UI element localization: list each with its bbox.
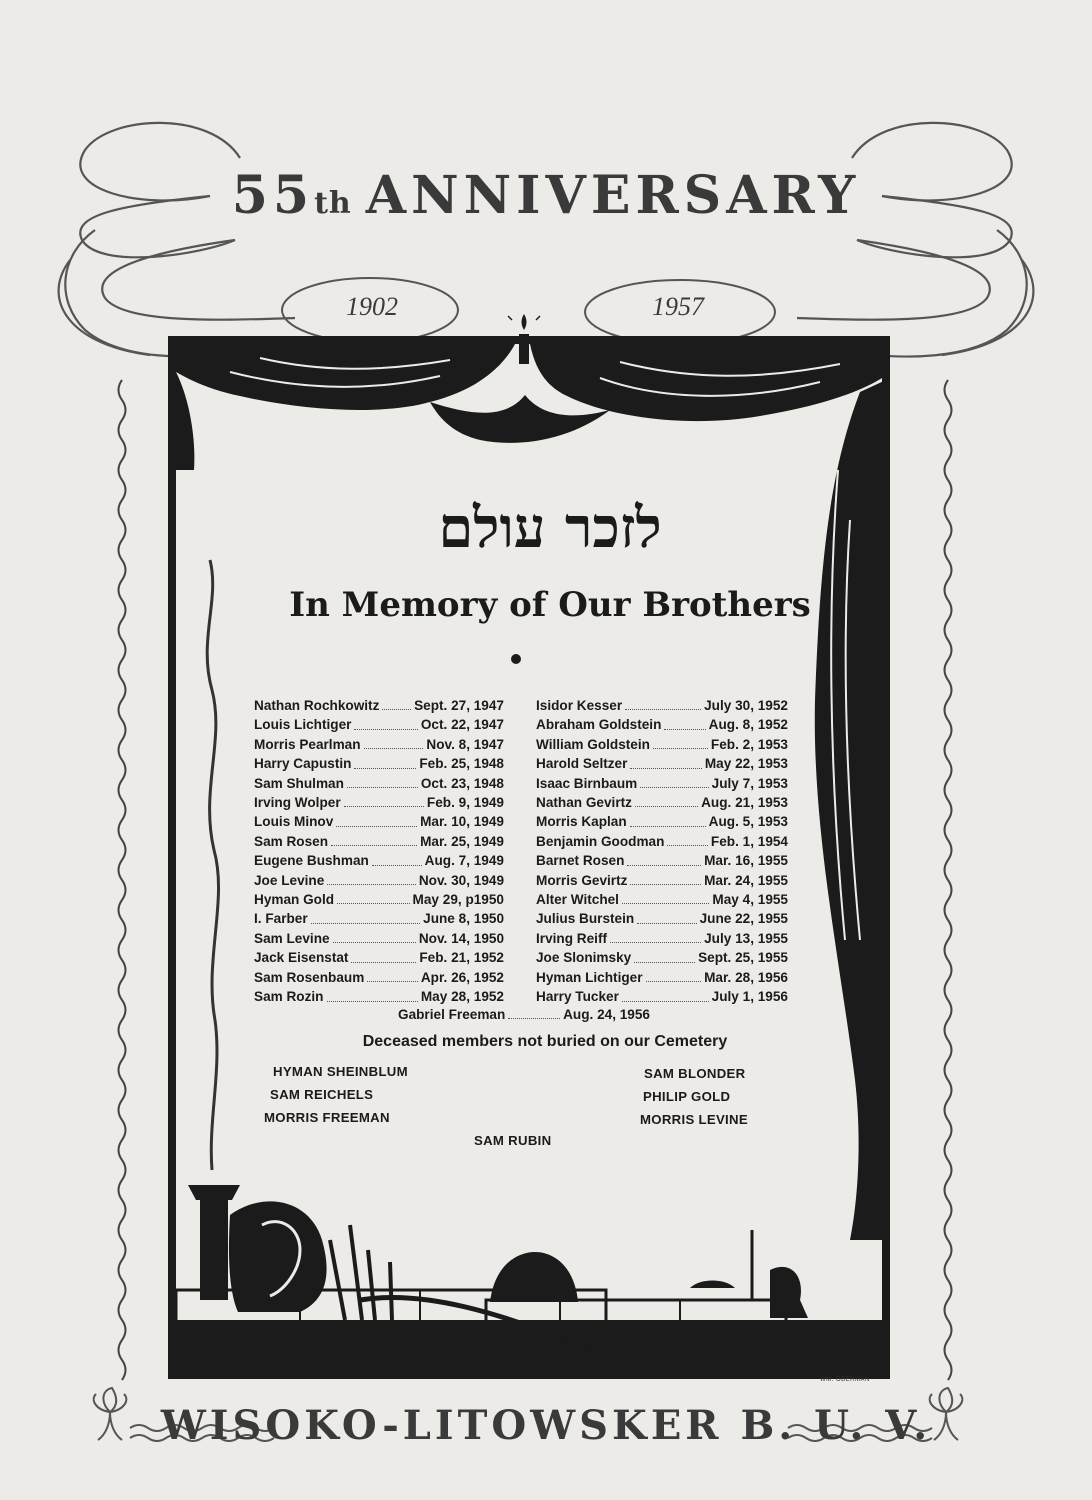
member-date: July 30, 1952 (704, 698, 788, 713)
list-item (254, 851, 504, 870)
left-wavy-border (119, 380, 126, 1380)
members-list-left (254, 696, 504, 1007)
members-list-right (536, 696, 788, 1007)
deceased-center: SAM RUBIN (474, 1133, 552, 1148)
leader-dots (372, 851, 422, 865)
anniversary-word: ANNIVERSARY (365, 165, 861, 226)
list-item (254, 890, 504, 909)
member-name: Isaac Birnbaum (536, 775, 638, 791)
member-date: June 8, 1950 (423, 911, 504, 927)
member-date: June 22, 1955 (699, 911, 788, 927)
list-item (536, 696, 788, 715)
member-date: July 7, 1953 (711, 775, 788, 791)
anniversary-number: 55 (231, 165, 315, 226)
member-date: Oct. 23, 1948 (420, 775, 504, 791)
member-name: Eugene Bushman (254, 853, 369, 869)
list-item (536, 968, 788, 987)
leader-dots (351, 948, 416, 962)
member-date: July 13, 1955 (704, 930, 788, 946)
member-name: Harry Tucker (536, 989, 619, 1005)
list-item (254, 735, 504, 754)
member-name: Alter Witchel (536, 892, 619, 908)
member-date: Mar. 24, 1955 (704, 872, 788, 888)
member-date: May 22, 1953 (704, 756, 788, 772)
member-name: Sam Shulman (254, 775, 344, 791)
leader-dots (646, 968, 702, 982)
list-item (536, 735, 788, 754)
leader-dots (344, 793, 424, 807)
member-date: Feb. 9, 1949 (426, 795, 504, 811)
list-item (536, 909, 788, 928)
list-item (254, 715, 504, 734)
member-date: Feb. 1, 1954 (710, 833, 788, 849)
member-name: Harry Capustin (254, 756, 352, 772)
mourning-scene (176, 1185, 882, 1371)
leader-dots (630, 812, 706, 826)
member-name: Abraham Goldstein (536, 717, 662, 733)
member-date: Aug. 8, 1952 (708, 717, 788, 733)
member-date: Mar. 28, 1956 (704, 969, 788, 985)
leader-dots (337, 890, 409, 904)
member-name: Gabriel Freeman (398, 1007, 506, 1022)
leader-dots (664, 715, 705, 729)
member-date: July 1, 1956 (711, 989, 788, 1005)
leader-dots (630, 871, 701, 885)
member-date: Mar. 25, 1949 (420, 833, 504, 849)
leader-dots (347, 774, 418, 788)
list-item (536, 832, 788, 851)
list-item (254, 871, 504, 890)
member-name: Sam Rosenbaum (254, 969, 365, 985)
member-name: Harold Seltzer (536, 756, 628, 772)
year-end: 1957 (652, 292, 704, 321)
members-list-last (398, 1005, 650, 1024)
member-name: Sam Rozin (254, 989, 324, 1005)
list-item (536, 774, 788, 793)
member-name: Irving Wolper (254, 795, 341, 811)
member-name: Nathan Rochkowitz (254, 698, 380, 713)
deceased-right-1: SAM BLONDER (644, 1066, 746, 1081)
deceased-left-2: SAM REICHELS (270, 1087, 374, 1102)
list-item (536, 871, 788, 890)
leader-dots (625, 696, 701, 710)
member-name: Nathan Gevirtz (536, 795, 632, 811)
member-date: Aug. 7, 1949 (424, 853, 504, 869)
list-item (536, 987, 788, 1006)
list-item (254, 987, 504, 1006)
list-item (536, 793, 788, 812)
member-name: Joe Slonimsky (536, 950, 632, 966)
leader-dots (327, 871, 416, 885)
list-item (254, 812, 504, 831)
member-name: Joe Levine (254, 872, 325, 888)
list-item (254, 948, 504, 967)
member-name: Hyman Lichtiger (536, 969, 643, 985)
member-date: Mar. 16, 1955 (704, 853, 788, 869)
member-name: Benjamin Goodman (536, 833, 665, 849)
member-name: Irving Reiff (536, 930, 607, 946)
member-name: Morris Gevirtz (536, 872, 628, 888)
anniversary-suffix: th (314, 186, 352, 221)
member-date: Aug. 5, 1953 (708, 814, 788, 830)
member-date: Nov. 8, 1947 (426, 736, 504, 752)
list-item (254, 793, 504, 812)
list-item (254, 909, 504, 928)
member-name: Hyman Gold (254, 892, 335, 908)
leader-dots (634, 948, 695, 962)
leader-dots (336, 812, 417, 826)
member-name: Barnet Rosen (536, 853, 625, 869)
leader-dots (327, 987, 418, 1001)
member-name: Sam Rosen (254, 833, 329, 849)
member-name: Isidor Kesser (536, 698, 623, 713)
list-item (536, 715, 788, 734)
year-start: 1902 (346, 292, 398, 321)
bullet-separator (511, 654, 521, 664)
leader-dots (640, 774, 708, 788)
list-item (536, 948, 788, 967)
list-item (254, 696, 504, 715)
list-item (536, 812, 788, 831)
member-date: May 29, p1950 (412, 892, 504, 908)
leader-dots (653, 735, 708, 749)
leader-dots (667, 832, 708, 846)
leader-dots (354, 715, 417, 729)
member-name: I. Farber (254, 911, 308, 927)
memorial-title: In Memory of Our Brothers (289, 585, 811, 625)
leader-dots (367, 968, 418, 982)
member-date: Sept. 27, 1947 (414, 698, 504, 713)
organization-name: WISOKO-LITOWSKER B. U. V. (160, 1402, 932, 1449)
leader-dots (630, 754, 701, 768)
list-item (254, 832, 504, 851)
list-item (536, 754, 788, 773)
deceased-left-1: HYMAN SHEINBLUM (273, 1064, 408, 1079)
leader-dots (622, 890, 709, 904)
list-item (254, 929, 504, 948)
member-date: Feb. 21, 1952 (419, 950, 504, 966)
member-name: Louis Minov (254, 814, 334, 830)
urn-icon (188, 1185, 240, 1200)
list-item (398, 1005, 650, 1024)
leader-dots (364, 735, 424, 749)
member-date: Nov. 30, 1949 (418, 872, 504, 888)
leader-dots (354, 754, 416, 768)
deceased-right-2: PHILIP GOLD (643, 1089, 731, 1104)
leader-dots (311, 909, 421, 923)
list-item (536, 851, 788, 870)
member-date: Nov. 14, 1950 (418, 930, 504, 946)
member-date: Oct. 22, 1947 (420, 717, 504, 733)
leader-dots (635, 793, 698, 807)
mourning-figure (229, 1201, 327, 1312)
list-item (254, 774, 504, 793)
list-item (254, 968, 504, 987)
list-item (536, 890, 788, 909)
leader-dots (622, 987, 709, 1001)
list-item (536, 929, 788, 948)
member-date: May 28, 1952 (420, 989, 504, 1005)
member-date: Sept. 25, 1955 (698, 950, 788, 966)
member-name: Morris Kaplan (536, 814, 627, 830)
member-name: Jack Eisenstat (254, 950, 349, 966)
member-date: Apr. 26, 1952 (420, 969, 504, 985)
leader-dots (610, 929, 701, 943)
member-name: Sam Levine (254, 930, 330, 946)
member-name: Morris Pearlman (254, 736, 361, 752)
leader-dots (333, 929, 416, 943)
member-name: Julius Burstein (536, 911, 635, 927)
member-name: William Goldstein (536, 736, 650, 752)
right-wavy-border (945, 380, 952, 1380)
leader-dots (627, 851, 701, 865)
leader-dots (331, 832, 417, 846)
list-item (254, 754, 504, 773)
deceased-heading: Deceased members not buried on our Cemetery (362, 1033, 728, 1050)
smoke-wisp (207, 560, 218, 1170)
member-date: Aug. 21, 1953 (701, 795, 788, 811)
anniversary-heading (0, 165, 1092, 226)
leader-dots (508, 1005, 560, 1019)
leader-dots (637, 909, 696, 923)
member-name: Louis Lichtiger (254, 717, 352, 733)
member-date: Mar. 10, 1949 (420, 814, 504, 830)
member-date: May 4, 1955 (712, 892, 788, 908)
member-date: Feb. 25, 1948 (419, 756, 504, 772)
deceased-left-3: MORRIS FREEMAN (264, 1110, 390, 1125)
member-date: Feb. 2, 1953 (710, 736, 788, 752)
setting-sun (490, 1252, 578, 1302)
member-date: Aug. 24, 1956 (563, 1007, 650, 1022)
artist-signature: WM. OBERMAN (820, 1377, 870, 1383)
hebrew-title: לזכר עולם (438, 495, 662, 561)
leader-dots (382, 696, 411, 710)
deceased-right-3: MORRIS LEVINE (640, 1112, 748, 1127)
